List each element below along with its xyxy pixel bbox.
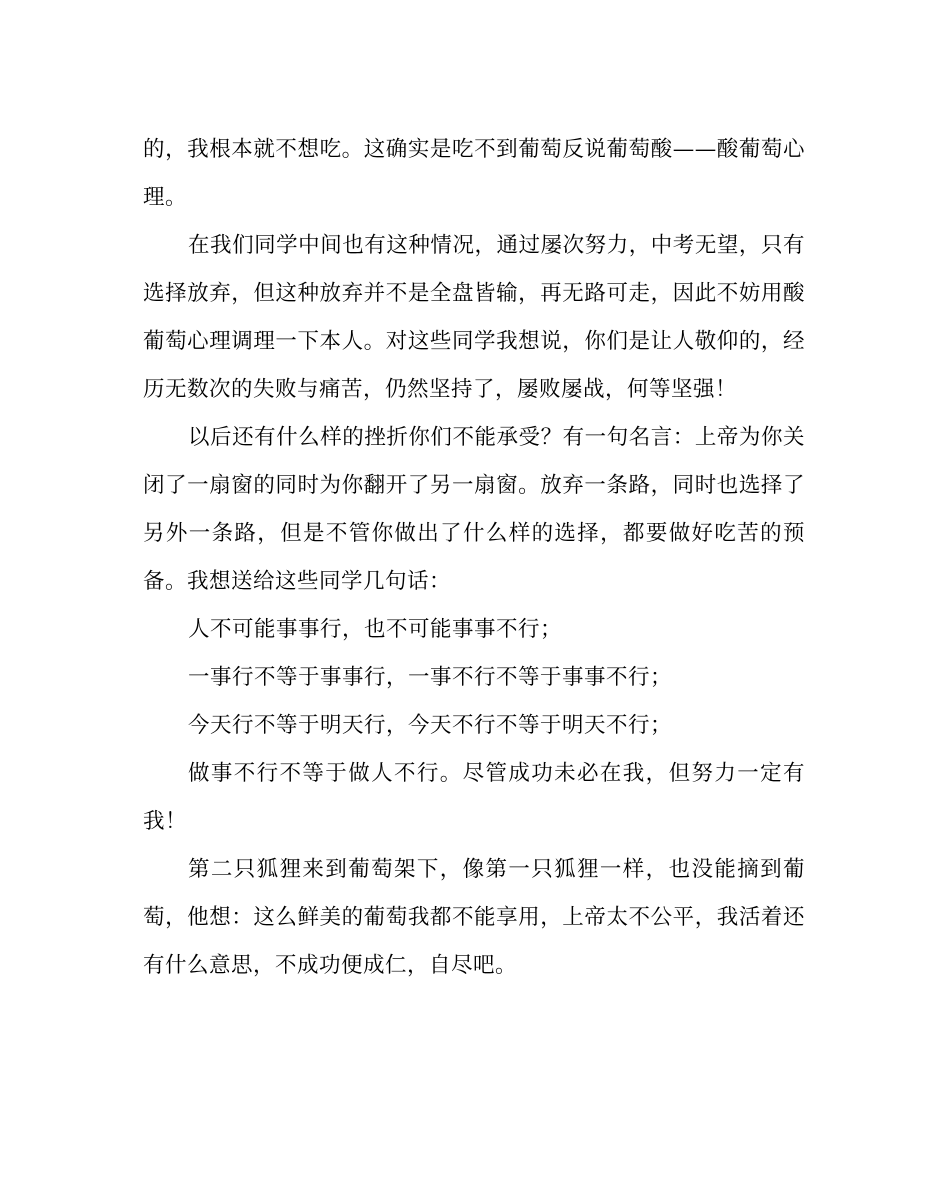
paragraph-classmates: 在我们同学中间也有这种情况，通过屡次努力，中考无望，只有选择放弃，但这种放弃并不是全盘皆输，再无路可走，因此不妨用酸葡萄心理调理一下本人。对这些同学我想说，你们是让人敬仰的，经历无数次的失败与痛苦，仍然坚持了，屡败屡战，何等坚强！ bbox=[143, 233, 805, 402]
quote-line-3: 今天行不等于明天行，今天不行不等于明天不行； bbox=[188, 713, 673, 738]
paragraph-setbacks: 以后还有什么样的挫折你们不能承受？有一句名言：上帝为你关闭了一扇窗的同时为你翻开了另一扇窗。放弃一条路，同时也选择了另外一条路，但是不管你做出了什么样的选择，都要做好吃苦的预备。我想送给这些同学几句话： bbox=[143, 425, 805, 594]
body-text bbox=[143, 126, 805, 990]
quote-line-1: 人不可能事事行，也不可能事事不行； bbox=[188, 617, 563, 642]
quote-line-4: 做事不行不等于做人不行。尽管成功未必在我，但努力一定有我！ bbox=[143, 761, 805, 834]
paragraph-continuation: 的，我根本就不想吃。这确实是吃不到葡萄反说葡萄酸——酸葡萄心理。 bbox=[143, 137, 805, 210]
quote-line-2: 一事行不等于事事行，一事不行不等于事事不行； bbox=[188, 665, 673, 690]
paragraph-second-fox: 第二只狐狸来到葡萄架下，像第一只狐狸一样，也没能摘到葡萄，他想：这么鲜美的葡萄我都不能享用，上帝太不公平，我活着还有什么意思，不成功便成仁，自尽吧。 bbox=[143, 857, 805, 978]
